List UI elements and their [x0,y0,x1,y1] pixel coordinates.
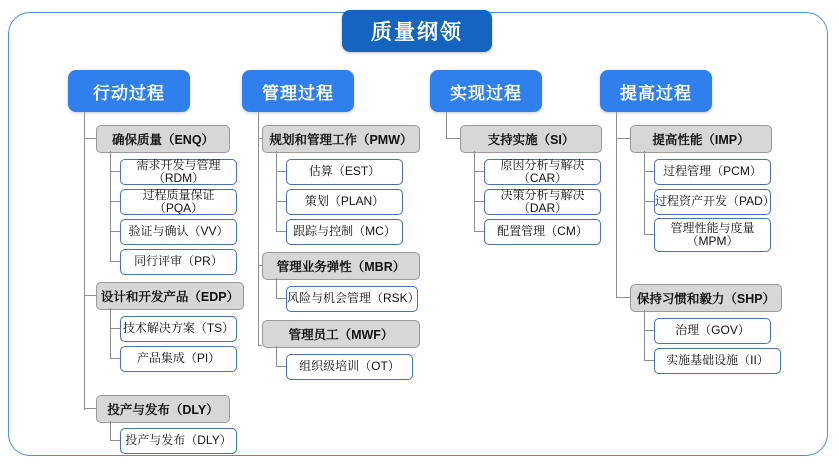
column-header-management: 管理过程 [242,70,354,112]
item-gov[interactable]: 治理（GOV） [654,318,771,344]
group-shp[interactable]: 保持习惯和毅力（SHP） [630,284,782,312]
connector [276,366,286,367]
item-pad[interactable]: 过程资产开发（PAD） [654,189,771,215]
connector [644,330,654,331]
item-pi[interactable]: 产品集成（PI） [120,346,237,372]
connector [474,151,475,231]
item-ot[interactable]: 组织级培训（OT） [286,354,413,380]
item-vv[interactable]: 验证与确认（VV） [120,219,237,245]
connector [474,171,484,172]
connector [644,171,654,172]
connector [474,201,484,202]
connector [276,278,277,298]
group-dly[interactable]: 投产与发布（DLY） [96,395,230,423]
connector [616,297,630,298]
connector [110,231,120,232]
connector [258,345,262,346]
group-mwf[interactable]: 管理员工（MWF） [262,320,420,348]
connector [84,138,96,139]
connector [110,201,120,202]
group-mbr[interactable]: 管理业务弹性（MBR） [262,252,420,280]
item-ii[interactable]: 实施基础设施（II） [654,348,781,374]
item-est[interactable]: 估算（EST） [286,159,403,185]
group-edp[interactable]: 设计和开发产品（EDP） [96,282,244,310]
item-rdm[interactable]: 需求开发与管理（RDM） [120,159,237,185]
diagram-title: 质量纲领 [342,10,492,52]
column-header-realization: 实现过程 [430,70,542,112]
connector [84,112,85,410]
item-dly[interactable]: 投产与发布（DLY） [120,428,237,454]
item-cm[interactable]: 配置管理（CM） [484,219,601,245]
group-pmw[interactable]: 规划和管理工作（PMW） [262,125,420,153]
connector [276,171,286,172]
connector [644,234,654,235]
connector [446,112,447,138]
connector [644,310,645,360]
connector [276,298,286,299]
connector [110,261,120,262]
connector [474,231,484,232]
group-imp[interactable]: 提高性能（IMP） [630,125,772,153]
connector [110,151,111,261]
connector [110,171,120,172]
connector [258,112,259,345]
connector [84,408,96,409]
group-si[interactable]: 支持实施（SI） [460,125,602,153]
connector [110,308,111,358]
item-dar[interactable]: 决策分析与解决（DAR） [484,189,601,215]
column-header-action: 行动过程 [68,70,190,112]
item-pr[interactable]: 同行评审（PR） [120,249,237,275]
column-header-improvement: 提高过程 [600,70,712,112]
connector [616,112,617,297]
connector [110,328,120,329]
connector [446,138,460,139]
connector [616,138,630,139]
connector [644,201,654,202]
connector [644,151,645,234]
item-rsk[interactable]: 风险与机会管理（RSK） [286,286,418,312]
item-mpm[interactable]: 管理性能与度量（MPM） [654,218,771,252]
item-plan[interactable]: 策划（PLAN） [286,189,403,215]
connector [110,358,120,359]
item-car[interactable]: 原因分析与解决（CAR） [484,159,601,185]
connector [276,346,277,366]
connector [644,360,654,361]
connector [276,151,277,231]
connector [276,231,286,232]
item-ts[interactable]: 技术解决方案（TS） [120,316,237,342]
connector [110,421,111,440]
connector [276,201,286,202]
connector [84,295,96,296]
item-pqa[interactable]: 过程质量保证（PQA） [120,189,237,215]
item-pcm[interactable]: 过程管理（PCM） [654,159,771,185]
group-enq[interactable]: 确保质量（ENQ） [96,125,230,153]
connector [110,440,120,441]
item-mc[interactable]: 跟踪与控制（MC） [286,219,403,245]
